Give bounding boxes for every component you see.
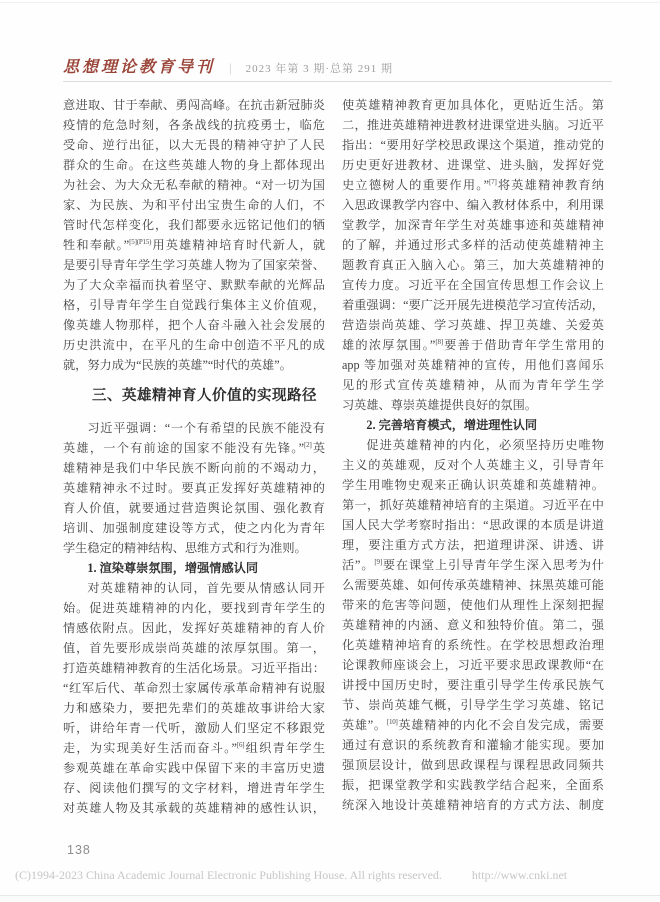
text-line: 入思政课教学内容中、编入教材体系中，利用课 (342, 198, 604, 212)
text-line: 通过有意识的系统教育和灌输才能实现。要加 (342, 738, 604, 752)
column-left (63, 95, 325, 818)
text-line: 存、阅读他们撰写的文字材料，增进青年学生 (63, 781, 325, 795)
text-line: 对英雄精神的认同，首先要从情感认同开 (87, 581, 325, 595)
text-line: 主义的英雄观，反对个人英雄主义，引导青年 (342, 458, 604, 472)
text-line: 论课教师座谈会上，习近平要求思政课教师“在 (342, 658, 604, 672)
text-line: 营造崇尚英雄、学习英雄、捍卫英雄、关爱英 (342, 318, 604, 332)
text-line: 群众的生命。在这些英雄人物的身上都体现出 (63, 158, 325, 172)
page-bottom-edge (0, 896, 660, 902)
text-line: 英雄，一个有前途的国家不能没有先锋。”[2]英 (63, 440, 325, 455)
text-line: 英雄精神的内涵、意义和独特价值。第二，强 (342, 618, 604, 632)
text-line: 国人民大学考察时指出：“思政课的本质是讲道 (342, 518, 604, 532)
text-line: 为社会、为大众无私奉献的精神。“对一切为国 (63, 178, 325, 192)
text-line: 雄的浓厚氛围。”[8]要善于借助青年学生常用的 (342, 337, 604, 352)
section-heading: 三、英雄精神育人价值的实现路径 (92, 388, 317, 404)
page-number: 138 (67, 843, 91, 857)
text-line: 英雄”。[10]英雄精神的内化不会自发完成，需要 (342, 717, 604, 732)
header-divider: | (229, 60, 232, 75)
column-right (342, 95, 604, 818)
header-rule (63, 81, 612, 82)
text-line: 受命、逆行出征，以大无畏的精神守护了人民 (63, 138, 325, 152)
cnki-url: http://www.cnki.net (471, 868, 568, 882)
text-line: 的了解，并通过形式多样的活动使英雄精神主 (342, 238, 604, 252)
text-line: 化英雄精神培育的系统性。在学校思想政治理 (342, 638, 604, 652)
text-line: 习近平强调：“一个有希望的民族不能没有 (87, 421, 325, 435)
text-line: 习英雄、尊崇英雄提供良好的氛围。 (342, 398, 537, 412)
text-line: 历史洪流中，在平凡的生命中创造不平凡的成 (63, 338, 325, 352)
page-header (63, 54, 615, 77)
text-line: 打造英雄精神教育的生活化场景。习近平指出： (63, 661, 325, 675)
article-body (63, 95, 604, 818)
subsection-heading: 2. 完善培育模式，增进理性认同 (366, 418, 538, 432)
citation-ref: [5](P15) (129, 237, 152, 246)
text-line: 见的形式宣传英雄精神，从而为青年学生学 (342, 378, 604, 392)
text-line: 格，引导青年学生自觉践行集体主义价值观， (63, 298, 325, 312)
text-line: 培训、加强制度建设等方式，使之内化为青年 (63, 521, 325, 535)
text-line: 第一，抓好英雄精神培育的主渠道。习近平在中 (342, 498, 604, 512)
text-line: 二，推进英雄精神进教材进课堂进头脑。习近平 (342, 118, 604, 132)
text-line: 促进英雄精神的内化，必须坚持历史唯物 (366, 438, 604, 452)
text-line: 历史更好进教材、进课堂、进头脑，发挥好党 (342, 158, 604, 172)
text-line: 家、为民族、为和平付出宝贵生命的人们，不 (63, 198, 325, 212)
text-line: 堂教学，加深青年学生对英雄事迹和英雄精神 (342, 218, 604, 232)
text-line: 史立德树人的重要作用。”[7]将英雄精神教育纳 (342, 177, 604, 192)
text-line: 走，为实现美好生活而奋斗。”[6]组织青年学生 (63, 740, 325, 755)
text-line: 学生稳定的精神结构、思维方式和行为准则。 (63, 541, 307, 555)
text-line: 统深入地设计英雄精神培育的方式方法、制度 (342, 798, 604, 812)
text-line: 为了大众幸福而执着坚守、默默奉献的光辉品 (63, 278, 325, 292)
page-top-edge (0, 2, 660, 3)
journal-title: 思想理论教育导刊 (63, 59, 216, 76)
text-line: 值，首先要形成崇尚英雄的浓厚氛围。第一， (63, 641, 325, 655)
citation-ref: [8] (435, 337, 443, 346)
text-line: 么需要英雄、如何传承英雄精神、抹黑英雄可能 (342, 578, 604, 592)
text-line: 振，把课堂教学和实践教学结合起来，全面系 (342, 778, 604, 792)
citation-ref: [10] (386, 717, 398, 726)
text-line: 学生用唯物史观来正确认识英雄和英雄精神。 (342, 478, 604, 492)
text-line: 英雄精神永不过时。要真正发挥好英雄精神的 (63, 481, 325, 495)
citation-ref: [6] (236, 740, 245, 749)
text-line: 育人价值，就要通过营造舆论氛围、强化教育 (63, 501, 325, 515)
citation-ref: [7] (489, 177, 497, 186)
text-line: 节、崇尚英雄气概，引导学生学习英雄、铭记 (342, 698, 604, 712)
text-line: 始。促进英雄精神的内化，要找到青年学生的 (63, 601, 325, 615)
text-line: 力和感染力，要把先辈们的英雄故事讲给大家 (63, 701, 325, 715)
text-line: 管时代怎样变化，我们都要永远铭记他们的牺 (63, 218, 325, 232)
text-line: 带来的危害等问题，使他们从理性上深刻把握 (342, 598, 604, 612)
copyright-notice: (C)1994-2023 China Academic Journal Electronic Publishing House. All rights reserved. (15, 868, 442, 882)
text-line: 像英雄人物那样，把个人奋斗融入社会发展的 (63, 318, 325, 332)
text-line: 题教育真正入脑入心。第三，加大英雄精神的 (342, 258, 604, 272)
subsection-heading: 1. 渲染尊崇氛围，增强情感认同 (87, 561, 259, 575)
text-line: 着重强调：“要广泛开展先进模范学习宣传活动， (342, 298, 604, 312)
text-line: 宣传力度。习近平在全国宣传思想工作会议上 (342, 278, 604, 292)
text-line: 听，讲给年青一代听，激励人们坚定不移跟党 (63, 721, 325, 735)
text-line: 就，努力成为“民族的英雄”“时代的英雄”。 (63, 358, 292, 372)
text-line: 意进取、甘于奉献、勇闯高峰。在抗击新冠肺炎 (63, 98, 325, 112)
text-line: 强顶层设计，做到思政课程与课程思政同频共 (342, 758, 604, 772)
text-line: 指出：“要用好学校思政课这个渠道，推动党的 (342, 138, 604, 152)
text-line: 雄精神是我们中华民族不断向前的不竭动力， (63, 461, 325, 475)
footer (15, 868, 655, 883)
text-line: “红军后代、革命烈士家属传承革命精神有说服 (63, 681, 325, 695)
text-line: 活”。[9]要在课堂上引导青年学生深入思考为什 (342, 557, 604, 572)
text-line: 使英雄精神教育更加具体化，更贴近生活。第 (342, 98, 604, 112)
text-line: 参观英雄在革命实践中保留下来的丰富历史遗 (63, 761, 325, 775)
text-line: 对英雄人物及其承载的英雄精神的感性认识， (63, 801, 325, 815)
text-line: 讲授中国历史时，要注重引导学生传承民族气 (342, 678, 604, 692)
text-line: 是要引导青年学生学习英雄人物为了国家荣誉、 (63, 258, 325, 272)
text-line: 疫情的危急时刻，各条战线的抗疫勇士，临危 (63, 118, 325, 132)
text-line: 理，要注重方式方法，把道理讲深、讲透、讲 (342, 538, 604, 552)
text-line: 牲和奉献。”$^{[5](P15)}$用英雄精神培育时代新人，就 (63, 237, 325, 252)
text-line: 情感依附点。因此，发挥好英雄精神的育人价 (63, 621, 325, 635)
text-line: app 等加强对英雄精神的宣传，用他们喜闻乐 (342, 358, 604, 372)
citation-ref: [9] (374, 557, 382, 566)
citation-ref: [2] (304, 440, 312, 449)
issue-label: 2023 年第 3 期·总第 291 期 (245, 63, 394, 75)
